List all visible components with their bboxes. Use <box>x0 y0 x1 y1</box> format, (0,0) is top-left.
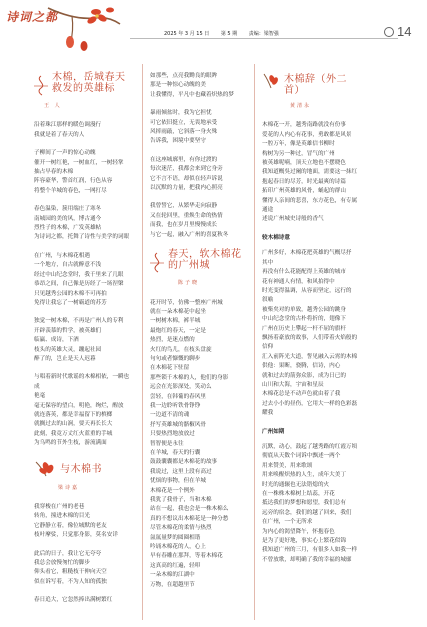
article-title: 木棉辞（外二首） <box>284 74 347 96</box>
article-author: 黄清永 <box>290 103 312 109</box>
article-title-block <box>34 458 134 478</box>
page-number: 14 <box>397 24 412 39</box>
article-title-line2: 救发的英雄标 <box>52 83 115 94</box>
kapok-branch-decoration <box>44 2 124 54</box>
issue-editor: 责编：梁智强 <box>248 31 279 37</box>
poem-stanza: 我穿梭在广州的老巷 转角，撞进木棉的目光 它静静立着，像位城默的老友 枝叶摩娑，只觉那身影，莫名安详 <box>34 504 118 539</box>
poem-stanza: 木棉花一开，越秀南路就没有份事 爱花的人内心有花事，勇敢都是风景 一腔万年，像是英雄信书柳时 构树为另一种过，冒气的广州 被英雄呢喃，顶天立地也不摆晓色 我知道概吳过阑的地面，需要这一抹红 抱起春日的尽芳，时光最爽的诗篇 拓印广州英雄的风骨，蛹起的群山 懂得人亲间的悲喜，东方花色，有专属 通途 述说广州城史诗般的香气 <box>262 122 358 223</box>
article-author: 梁诗嘉 <box>58 484 80 491</box>
poem-stanza: 春日追大，它忽然捧出满树繁红 <box>34 597 113 604</box>
column-1 <box>34 72 134 615</box>
poem-stanza: 如那些，点亮我黝良的眼眸 那是一种惊心动魄的美 让我懂得，平凡中也藏着炽热的梦 <box>150 73 234 98</box>
issue-meta <box>164 30 289 37</box>
poem-stanza: 与唱着新时代歌谣的木棉相依，一瞬也成 艳毫 毫无保容的望白，明艳，绚烂，醒放 就连落英，都是幸福留下的槟榔 就搁过去的山涧，要天再长长大 此刻，我竟万丈红火蓝重的手城 为乌鸣的节外生枝，游流满面 <box>34 374 130 447</box>
column-divider <box>254 64 255 620</box>
section-heading: 较木棉诗意 <box>262 234 290 241</box>
poem-stanza: 子柳间了一声的惊心动魄 催开一树红艳，一树血红，一树轻掌 抽占早春的木棉 阵容豪华，警首红润，行色从容 将整个羊城的春色，一网打尽 <box>34 150 124 194</box>
header-rule <box>130 38 398 39</box>
column-divider <box>142 64 143 620</box>
kapok-flower-icon <box>34 458 56 478</box>
article-title-block <box>262 72 360 96</box>
poem-stanza: 暴雨倾盆时，我为它担忧 可它依旧挺立，无畏地承受 风摔雨敲，它斜落一身火殊 告诉我，困境中要坚守 <box>150 110 218 145</box>
article-title-block <box>150 249 246 273</box>
page-header <box>0 0 427 60</box>
column-2 <box>150 72 246 599</box>
section-heading: 广州如期 <box>262 428 285 435</box>
poem-stanza: 独觉一树木棉，不再是广州人的专利 开辟羡慕的哲学，被英雄们 临赢、成诗，下酒 枝头的英雄大灵，蹦起社园 醉了的，岂止是天人迟暮 <box>34 318 124 362</box>
poem-stanza: 沉默，动心，鼓起了越秀路的红霞万顷 彻底从天数个词诉中飘述一两个 用来赞美，用来歌颂 用来唤醒炽热的人生，成年大美丁 时光的通辗也无法错熄的火 在一株株木棉树上结蕊，开花 抵达我们的梦想和愿望，我们总有 远旁的宿念，我们的越了回来，我们 在广州，一个无所求 为内心的渴望降午，怀抱春色 是为了更好地，事实心上繁花似锦 我知道广州的三月，有很多人如我一样 不曾放歌，却明确了我的幸福的城廓 <box>262 444 358 563</box>
column-3 <box>262 72 360 574</box>
swirl-icon <box>150 251 164 273</box>
brand-title: 诗词之都 <box>6 10 59 24</box>
poem-stanza: 在广州，与木棉花相遇 一个地方，自古就醉意不浅 经过中山纪念堂时，我千里来了几眼 恭昂之间，自己像是历经了一场涅槃 只见越秀公园的木棉不可再拍 免得让我忘了一树霸道的苏芳 <box>34 252 124 306</box>
poem-stanza: 沿着珠江那样的暖色调漫行 我就是着了春天的人 <box>34 122 102 138</box>
poem-stanza: 我曾誓它，从繁华走向寂静 又在轮回里，重焕生命的热情 而我，也在岁月里慢慢成长 与它一起，融入广州的喜夏秋冬 <box>150 203 229 238</box>
page-marker-circle <box>384 27 394 37</box>
article-author: 陈子晓 <box>178 280 200 287</box>
issue-date: 2025 年 3 月 15 日 <box>164 31 210 37</box>
issue-edition: 第 5 期 <box>220 31 238 37</box>
swirl-icon <box>34 74 48 96</box>
poem-stanza: 在这座城廓里，有你过渡的 每次迷茫，我都会来到它身旁 它不言不语，却似在轻声诉说 以沉默的力量，把我内心照亮 <box>150 156 223 192</box>
poem-stanza: 春色温染，簇用端庄了寒冬 南城园的美的风，博古通今 烈性子的木棉，广发英雄帖 为诗词之都，托舞了诗性与美学的词眼 <box>34 206 130 241</box>
poem-stanza: 广州多好，木棉花把英雄的气概尽抒 其中 再没有什么花能配得上英雄的城市 花有神通人有情，和风拍得中 时光变得温调，从容而坚定，远行的 叙喻 被柴矣对的单致，越秀公园的跳身 中山纪念堂的古朴将折的，翅像下 广州在历史上攀起一杆不屈的旗杆 飘扬着豪放的故事，人们带着火焰般的 信仰 汇入前阵光大道，誓见融入云霄的木棉 供他：果断，骁腾，信诗，内心 就和过去的箭弥众影，成为日已的 山川和大海，宇宙和星辰 木棉花总是不动声色就由着了我 过去小小的昼伤，它用大一样的色彩磊 耀我 <box>262 250 358 417</box>
poem-body: 花开时节，仿佛一整座广州城 就在一朵木棉花中起坐 一树树木棉，裤半城 最炮红的春天，一定是 热烈，是迷点燃的 火红的鸟儿，在枝头盘旋 句句或者慷慨的聊步 在木棉花下驻留 那些锁千木棉的人，他们的身影 远会在光影深处，笑动么 尝轻，在韩葡的春风里 我一边聆听铁骨铮铮 一边道不清的魂 抒写英雄城的骼椒风骨 只要热烈地放放过 智智便是永往 在羊城，春天的行囊 鼓鼓囊囊都是木棉花的故事 我说过，这里上段有高过 忧烦的事物，但在羊城 木棉花是一个例外 我犹了我骨子，当和木棉 站在一起，我也会是一株木棉么 真的不想议出木棉花是一种分愁 尽管木棉花的柔情与热烈 氤氲量梦的圆圈相谐 吟诵木棉花的人，心上 早有春雕在那拜，等着木棉花 这真高的红遍，轻叩 一朵木棉的江湖中 万物，在超越里节 <box>150 299 229 588</box>
kapok-flower-icon <box>262 72 280 90</box>
article-title-block <box>34 72 134 96</box>
article-title: 与木棉书 <box>60 463 102 475</box>
article-title: 木棉，岳城春天 <box>52 72 126 83</box>
article-author: 王 人 <box>44 103 62 109</box>
article-title: 春天，软木棉花的广州城 <box>168 249 242 272</box>
poem-stanza: 此后的日子，我让它无夸夸 我总会放慢匆忙的脚步 仰头看它，粗糙枝干伸向天空 似在诉写着，不为人知的孤独 <box>34 550 107 585</box>
